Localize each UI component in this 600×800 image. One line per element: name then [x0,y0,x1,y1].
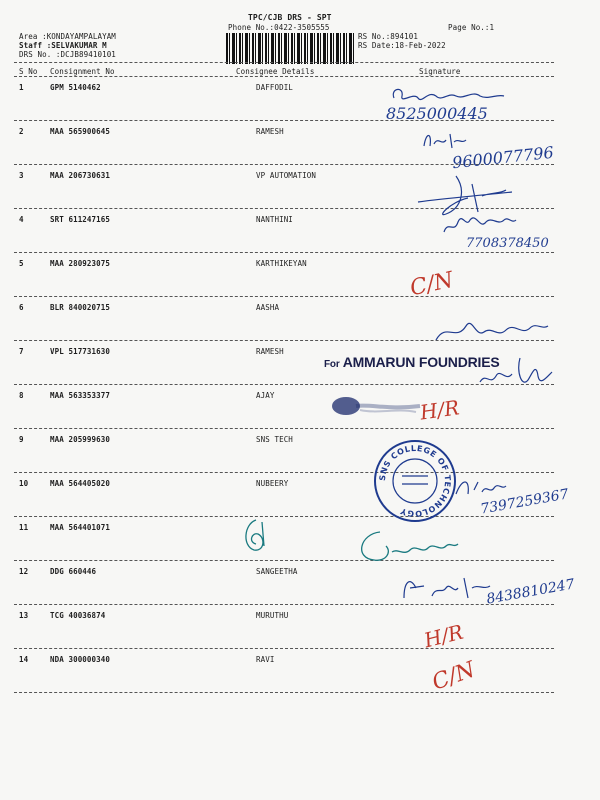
row-consignment: TCG 40036874 [50,611,106,620]
handwritten-mark: H/R [418,395,461,425]
company-stamp [324,354,500,370]
row-consignment: DDG 660446 [50,567,97,576]
row-consignee: VP AUTOMATION [256,171,316,180]
row-divider [14,384,554,385]
row-divider [14,296,554,297]
row-consignment: MAA 564401071 [50,523,110,532]
row-consignee: RAVI [256,655,275,664]
row-sno: 4 [19,215,24,224]
row-consignment: MAA 206730631 [50,171,110,180]
college-seal [372,438,458,524]
row-consignment: GPM 5140462 [50,83,101,92]
rs-number: RS No.:894101 [358,32,418,41]
row-sno: 6 [19,303,24,312]
row-consignee: RAMESH [256,127,284,136]
row-sno: 10 [19,479,29,488]
area: Area :KONDAYAMPALAYAM [19,32,116,41]
handwritten-phone: 8438810247 [485,576,576,608]
row-consignee: AJAY [256,391,275,400]
header-divider [14,62,554,63]
row-sno: 8 [19,391,24,400]
column-header-consignment: Consignment No [50,67,115,76]
ink-smear [326,392,422,422]
row-consignee: NANTHINI [256,215,293,224]
column-header-signature: Signature [419,67,461,76]
row-divider [14,472,554,473]
barcode [226,33,354,64]
row-consignment: NDA 300000340 [50,655,110,664]
row-sno: 1 [19,83,24,92]
drs-number: DRS No. :DCJB89410101 [19,50,116,59]
row-consignee: SANGEETHA [256,567,298,576]
row-consignment: BLR 840020715 [50,303,110,312]
column-header-sno: S No [19,67,38,76]
company-stamp-name: AMMARUN FOUNDRIES [342,354,500,370]
row-consignment: MAA 563353377 [50,391,110,400]
row-consignment: SRT 611247165 [50,215,110,224]
signature-scribble [388,84,508,110]
row-sno: 14 [19,655,29,664]
college-seal-text: SNS COLLEGE OF TECHNOLOGY [377,443,453,519]
row-divider [14,428,554,429]
company-stamp-prefix: For [324,359,340,370]
row-consignment: MAA 565900645 [50,127,110,136]
signature-scribble [432,312,552,346]
handwritten-phone: 8525000445 [386,104,488,123]
row-sno: 9 [19,435,24,444]
handwritten-phone: 7397259367 [479,486,570,518]
row-sno: 3 [19,171,24,180]
column-header-consignee: Consignee Details [236,67,315,76]
row-consignment: VPL 517731630 [50,347,110,356]
row-sno: 2 [19,127,24,136]
signature-scribble [398,572,494,602]
row-consignee: RAMESH [256,347,284,356]
signature-scribble [440,208,520,238]
handwritten-mark: H/R [421,619,466,653]
handwritten-mark: C/N [407,267,456,302]
row-divider [14,692,554,693]
row-consignment: MAA 205999630 [50,435,110,444]
row-consignee: DAFFODIL [256,83,293,92]
rs-date: RS Date:18-Feb-2022 [358,41,446,50]
row-consignment: MAA 564405020 [50,479,110,488]
row-consignment: MAA 280923075 [50,259,110,268]
handwritten-mark: C/N [429,657,479,696]
svg-text:SNS COLLEGE OF TECHNOLOGY [378,444,452,518]
staff: Staff :SELVAKUMAR M [19,41,107,50]
header-divider [14,76,554,77]
page-number: Page No.:1 [448,23,495,32]
row-divider [14,648,554,649]
row-sno: 12 [19,567,29,576]
signature-scribble [352,524,462,566]
row-consignee: KARTHIKEYAN [256,259,307,268]
signature-scribble [236,516,276,556]
row-divider [14,516,554,517]
phone-number: Phone No.:0422-3505555 [228,23,330,32]
row-consignee: AASHA [256,303,280,312]
row-sno: 5 [19,259,24,268]
row-divider [14,604,554,605]
handwritten-phone: 7708378450 [466,236,549,251]
signature-scribble [420,126,470,156]
row-consignee: SNS TECH [256,435,293,444]
handwritten-phone: 9600077796 [451,142,555,173]
signature-scribble [452,474,508,500]
row-sno: 7 [19,347,24,356]
row-consignee: MURUTHU [256,611,289,620]
row-sno: 13 [19,611,29,620]
row-consignee: NUBEERY [256,479,289,488]
row-divider [14,560,554,561]
document-title: TPC/CJB DRS - SPT [248,13,332,22]
row-sno: 11 [19,523,29,532]
row-divider [14,252,554,253]
